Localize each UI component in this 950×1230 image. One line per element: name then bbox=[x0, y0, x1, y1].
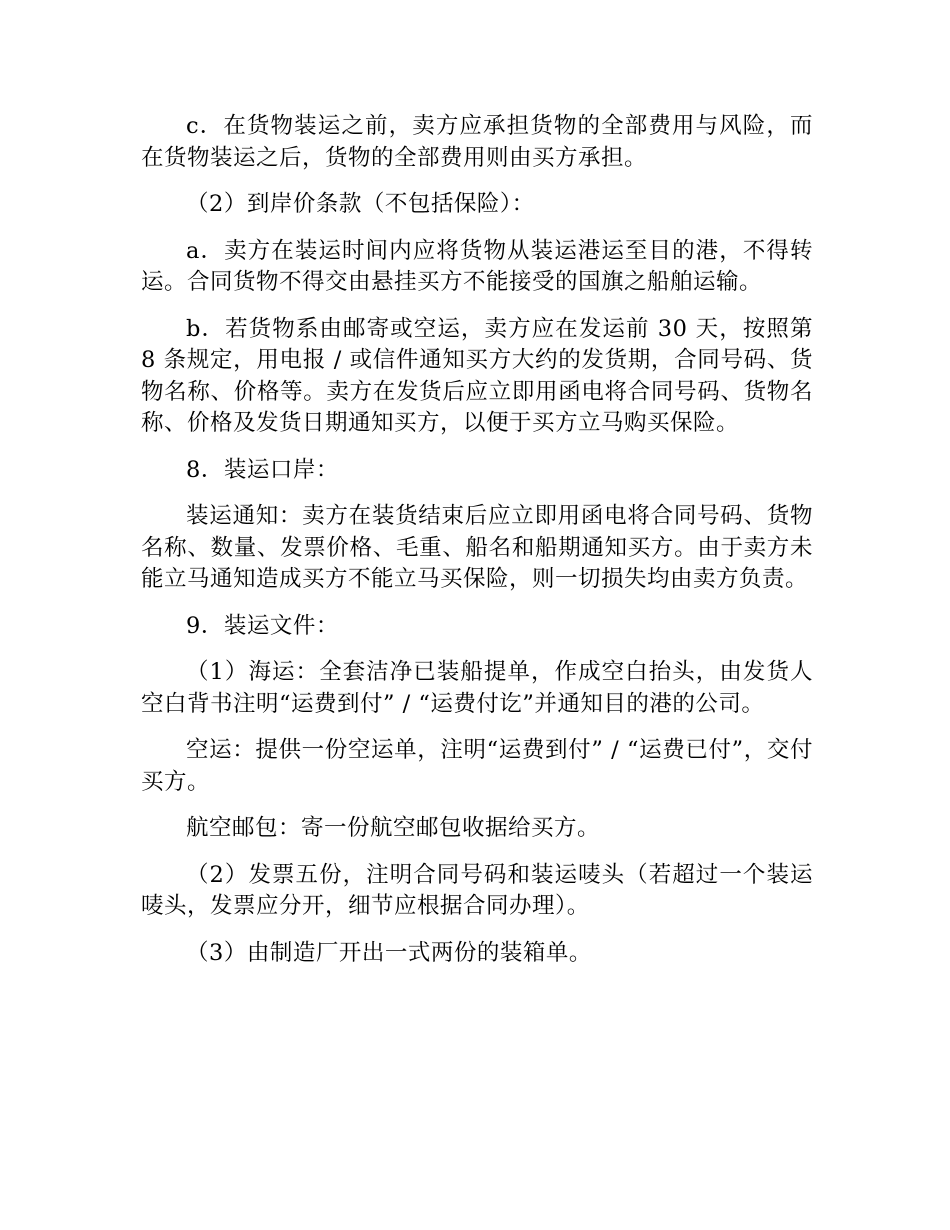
document-page bbox=[141, 111, 813, 984]
paragraph-clause-c: c．在货物装运之前，卖方应承担货物的全部费用与风险，而在货物装运之后，货物的全部费用则由买方承担。 bbox=[141, 113, 813, 171]
paragraph-air-freight: 空运：提供一份空运单，注明“运费到付” / “运费已付”，交付买方。 bbox=[141, 737, 813, 795]
paragraph-cif-heading: （2）到岸价条款（不包括保险）： bbox=[186, 191, 535, 217]
paragraph-clause-b: b．若货物系由邮寄或空运，卖方应在发运前 30 天，按照第 8 条规定，用电报 / 或信件通知买方大约的发货期，合同号码、货物名称、价格等。卖方在发货后应立即用函电将合同号码、货物名称、价格及发货日期通知买方，以便于买方立马购买保险。 bbox=[141, 315, 813, 436]
paragraph-section-9-heading: 9．装运文件： bbox=[186, 612, 339, 639]
paragraph-shipping-notice: 装运通知：卖方在装货结束后应立即用函电将合同号码、货物名称、数量、发票价格、毛重、船名和船期通知买方。由于卖方未能立马通知造成买方不能立马买保险，则一切损失均由卖方负责。 bbox=[141, 503, 813, 592]
paragraph-invoice: （2）发票五份，注明合同号码和装运唛头（若超过一个装运唛头，发票应分开，细节应根据合同办理）。 bbox=[141, 861, 813, 919]
paragraph-air-parcel: 航空邮包：寄一份航空邮包收据给买方。 bbox=[186, 815, 601, 841]
paragraph-section-8-heading: 8．装运口岸： bbox=[186, 456, 339, 483]
paragraph-clause-a: a．卖方在装运时间内应将货物从装运港运至目的港，不得转运。合同货物不得交由悬挂买方不能接受的国旗之船舶运输。 bbox=[141, 237, 813, 295]
paragraph-packing-list: （3）由制造厂开出一式两份的装箱单。 bbox=[186, 939, 592, 966]
paragraph-sea-freight: （1）海运：全套洁净已装船提单，作成空白抬头，由发货人空白背书注明“运费到付” / “运费付讫”并通知目的港的公司。 bbox=[141, 659, 813, 717]
